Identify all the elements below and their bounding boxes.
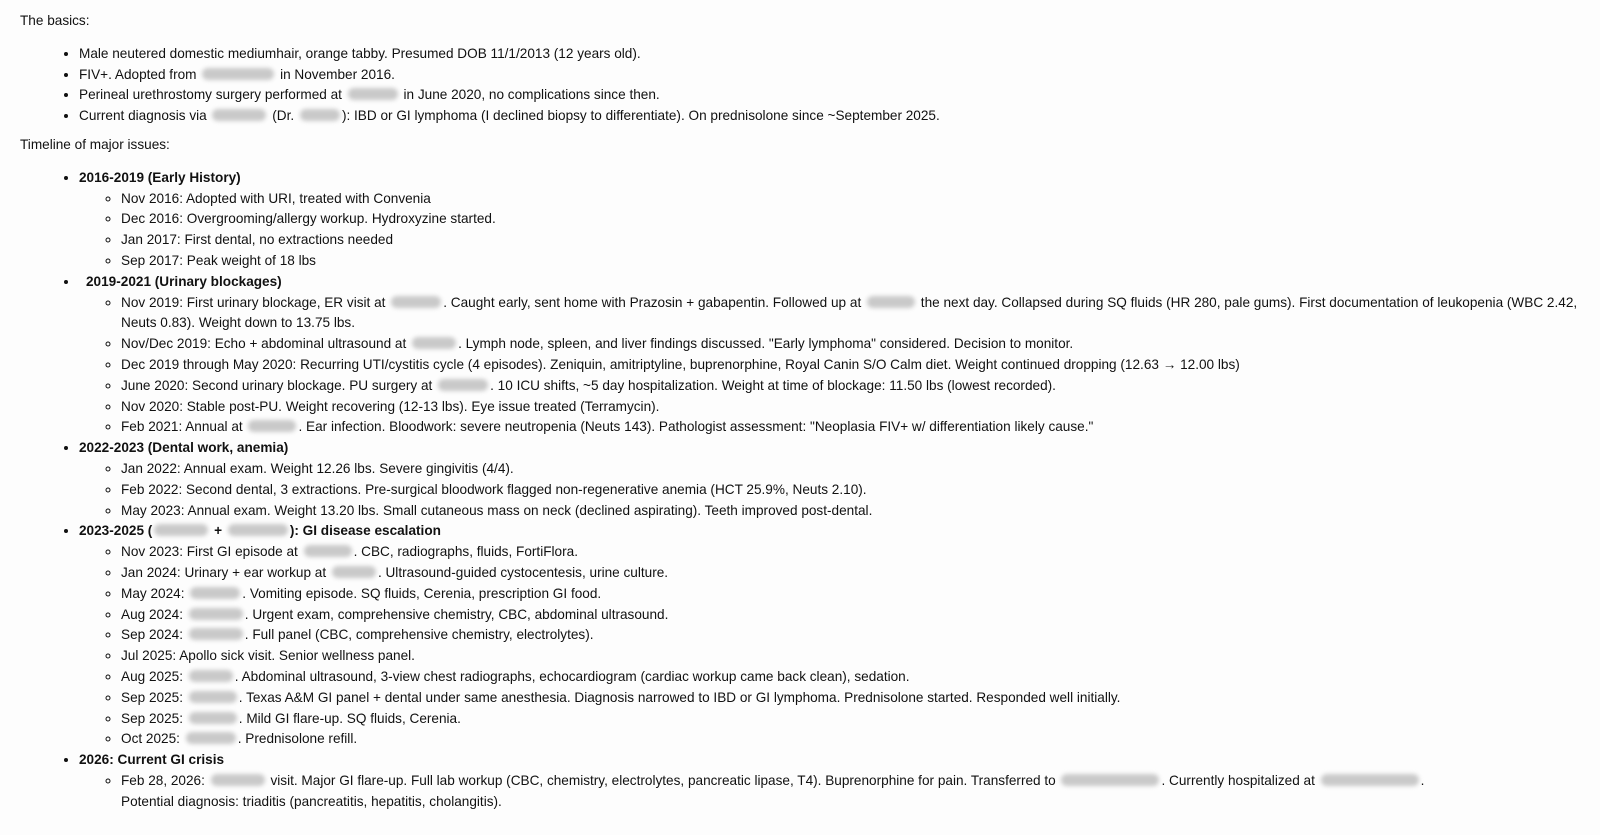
redacted-text xyxy=(867,296,915,308)
section-title: 2022-2023 (Dental work, anemia) xyxy=(79,440,289,456)
item-text: Feb 28, 2026: xyxy=(121,772,205,788)
section-items xyxy=(79,189,1600,272)
redacted-text xyxy=(202,68,274,80)
list-item xyxy=(121,584,1600,605)
redacted-text xyxy=(348,88,398,100)
item-text: . Texas A&M GI panel + dental under same anesthesia. Diagnosis narrowed to IBD or GI lymphoma. Prednisolone started. Responded well initially. xyxy=(238,689,1121,705)
redacted-text xyxy=(190,587,240,599)
item-text: Aug 2025: xyxy=(121,668,183,684)
redacted-text xyxy=(189,691,237,703)
section-items xyxy=(79,459,1600,521)
item-text: FIV+. Adopted from xyxy=(79,66,197,82)
item-text: . Ear infection. Bloodwork: severe neutropenia (Neuts 143). Pathologist assessment: "Neoplasia FIV+ w/ differentiation likely cause." xyxy=(298,419,1094,435)
item-text: Aug 2024: xyxy=(121,606,183,622)
item-text: . CBC, radiographs, fluids, FortiFlora. xyxy=(353,544,578,560)
list-item xyxy=(121,667,1600,688)
list-item: ◦ Dec 2016: Overgrooming/allergy workup. Hydroxyzine started. xyxy=(121,209,1600,230)
item-text: . Currently hospitalized at xyxy=(1161,772,1315,788)
list-item xyxy=(121,729,1600,750)
item-text: Sep 2024: xyxy=(121,627,183,643)
list-item: ◦ Nov 2020: Stable post-PU. Weight recovering (12-13 lbs). Eye issue treated (Terramycin). xyxy=(121,397,1600,418)
item-text: . xyxy=(1420,772,1425,788)
item-text: . Caught early, sent home with Prazosin + gabapentin. Followed up at xyxy=(443,294,862,310)
section-items xyxy=(79,293,1600,439)
item-text: visit. Major GI flare-up. Full lab workup (CBC, chemistry, electrolytes, pancreatic lipase, T4). Buprenorphine for pain. Transferred to xyxy=(270,772,1056,788)
timeline-heading: Timeline of major issues: xyxy=(20,136,170,152)
list-item xyxy=(121,417,1600,438)
redacted-text xyxy=(189,670,233,682)
list-item xyxy=(121,605,1600,626)
redacted-text xyxy=(154,524,208,536)
redacted-text xyxy=(1061,774,1159,786)
redacted-text xyxy=(228,524,288,536)
section-items xyxy=(79,771,1600,813)
list-item: ◦ Jan 2022: Annual exam. Weight 12.26 lbs. Severe gingivitis (4/4). xyxy=(121,459,1600,480)
item-text: Nov 2023: First GI episode at xyxy=(121,544,298,560)
list-item: ◦ Dec 2019 through May 2020: Recurring UTI/cystitis cycle (4 episodes). Zeniquin, amitriptyline, buprenorphine, Royal Canin S/O Calm diet. Weight continued dropping (12.63 → 12.00 lbs) xyxy=(121,355,1600,376)
redacted-text xyxy=(391,296,441,308)
timeline-section xyxy=(79,750,1600,812)
section-items xyxy=(79,542,1600,750)
item-text: . Full panel (CBC, comprehensive chemistry, electrolytes). xyxy=(244,627,594,643)
item-text: . Lymph node, spleen, and liver findings discussed. "Early lymphoma" considered. Decision to monitor. xyxy=(458,336,1074,352)
redacted-text xyxy=(211,774,265,786)
item-text: (Dr. xyxy=(272,108,295,124)
redacted-text xyxy=(186,732,236,744)
list-item: ◦ Sep 2017: Peak weight of 18 lbs xyxy=(121,251,1600,272)
item-text: Current diagnosis via xyxy=(79,108,207,124)
list-item xyxy=(121,771,1600,813)
item-text: . Urgent exam, comprehensive chemistry, CBC, abdominal ultrasound. xyxy=(244,606,669,622)
list-item xyxy=(121,625,1600,646)
item-text: June 2020: Second urinary blockage. PU surgery at xyxy=(121,377,433,393)
timeline-section xyxy=(79,168,1600,272)
title-text: ): GI disease escalation xyxy=(289,523,441,539)
timeline-list xyxy=(20,168,1600,813)
list-item: ◦ Feb 2022: Second dental, 3 extractions. Pre-surgical bloodwork flagged non-regenerative anemia (HCT 25.9%, Neuts 2.10). xyxy=(121,480,1600,501)
redacted-text xyxy=(412,337,456,349)
list-item xyxy=(79,65,1600,86)
item-text: . 10 ICU shifts, ~5 day hospitalization. Weight at time of blockage: 11.50 lbs (lowest recorded). xyxy=(490,377,1056,393)
item-text: in November 2016. xyxy=(280,66,395,82)
title-text: 2023-2025 ( xyxy=(79,523,153,539)
timeline-section xyxy=(79,272,1600,438)
list-item xyxy=(79,44,1600,65)
item-text: Sep 2025: xyxy=(121,710,183,726)
section-title: 2019-2021 (Urinary blockages) xyxy=(86,273,282,289)
section-title: 2016-2019 (Early History) xyxy=(79,169,241,185)
list-item xyxy=(121,563,1600,584)
item-text: in June 2020, no complications since then. xyxy=(403,87,660,103)
list-item xyxy=(79,85,1600,106)
redacted-text xyxy=(300,109,340,121)
list-item xyxy=(121,376,1600,397)
section-title: 2026: Current GI crisis xyxy=(79,752,225,768)
item-text: . Abdominal ultrasound, 3-view chest radiographs, echocardiogram (cardiac workup came back clean), sedation. xyxy=(234,668,910,684)
list-item xyxy=(121,293,1600,335)
title-text: + xyxy=(214,523,223,539)
list-item: ◦ May 2023: Annual exam. Weight 13.20 lbs. Small cutaneous mass on neck (declined aspirating). Teeth improved post-dental. xyxy=(121,501,1600,522)
redacted-text xyxy=(332,566,376,578)
item-text: . Vomiting episode. SQ fluids, Cerenia, prescription GI food. xyxy=(242,585,602,601)
item-text: . Prednisolone refill. xyxy=(237,731,358,747)
basics-heading: The basics: xyxy=(20,13,90,28)
list-item xyxy=(121,334,1600,355)
item-text: Jan 2024: Urinary + ear workup at xyxy=(121,564,327,580)
item-text: Oct 2025: xyxy=(121,731,180,747)
section-title xyxy=(79,523,441,538)
item-text: Perineal urethrostomy surgery performed at xyxy=(79,87,342,103)
list-item xyxy=(121,688,1600,709)
item-text: the next day. Collapsed during SQ fluids (HR 280, pale gums). First documentation of leukopenia (WBC 2.42, Neuts 0.83). Weight down to 13.75 lbs. xyxy=(121,294,1578,331)
item-text: . Mild GI flare-up. SQ fluids, Cerenia. xyxy=(238,710,461,726)
timeline-section xyxy=(79,521,1600,750)
item-text: Nov 2019: First urinary blockage, ER visit at xyxy=(121,294,386,310)
redacted-text xyxy=(189,712,237,724)
redacted-text xyxy=(189,608,243,620)
item-text: ): IBD or GI lymphoma (I declined biopsy to differentiate). On prednisolone since ~September 2025. xyxy=(341,108,940,124)
item-text: Nov/Dec 2019: Echo + abdominal ultrasound at xyxy=(121,336,407,352)
list-item: ◦ Jan 2017: First dental, no extractions needed xyxy=(121,230,1600,251)
redacted-text xyxy=(1321,774,1419,786)
item-text: Male neutered domestic mediumhair, orange tabby. Presumed DOB 11/1/2013 (12 years old). xyxy=(79,45,641,61)
item-text: Sep 2025: xyxy=(121,689,183,705)
redacted-text xyxy=(189,628,243,640)
item-text: . Ultrasound-guided cystocentesis, urine culture. xyxy=(377,564,669,580)
list-item xyxy=(121,542,1600,563)
item-text: Potential diagnosis: triaditis (pancreatitis, hepatitis, cholangitis). xyxy=(121,793,502,809)
list-item: ◦ Jul 2025: Apollo sick visit. Senior wellness panel. xyxy=(121,646,1600,667)
redacted-text xyxy=(212,109,266,121)
list-item: ◦ Nov 2016: Adopted with URI, treated with Convenia xyxy=(121,189,1600,210)
timeline-section xyxy=(79,438,1600,521)
list-item xyxy=(79,106,1600,127)
item-text: May 2024: xyxy=(121,585,185,601)
basics-list xyxy=(20,44,1600,127)
redacted-text xyxy=(304,545,352,557)
redacted-text xyxy=(438,379,488,391)
list-item xyxy=(121,709,1600,730)
item-text: Feb 2021: Annual at xyxy=(121,419,243,435)
redacted-text xyxy=(248,420,296,432)
